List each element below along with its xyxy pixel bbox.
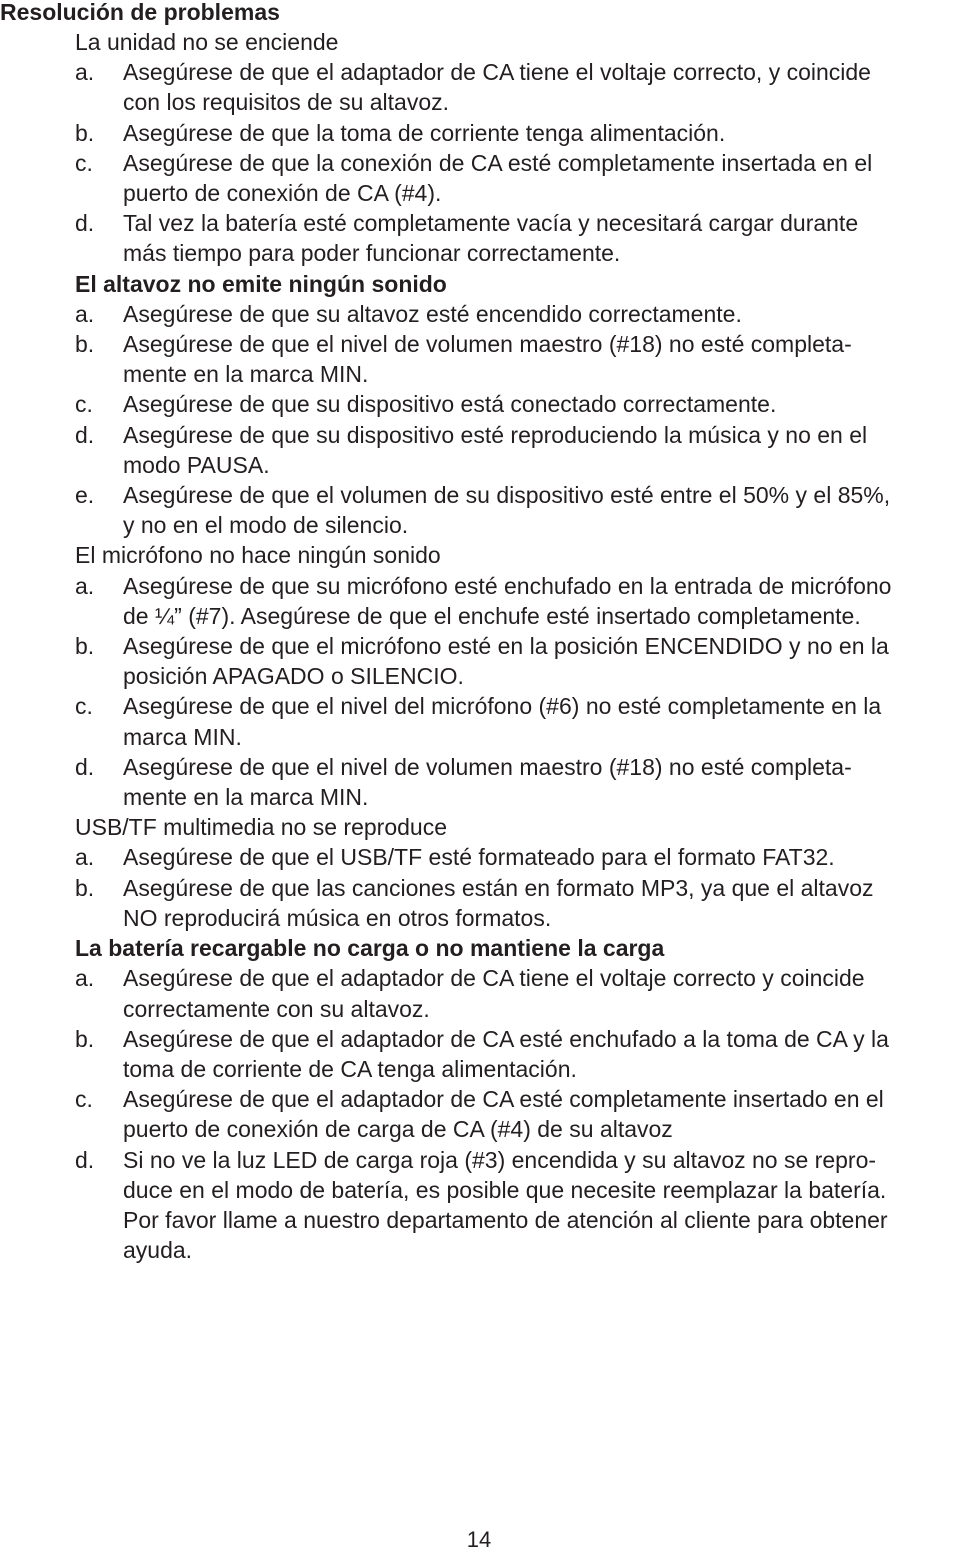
list-item (75, 480, 958, 540)
item-text-line: NO reproducirá música en otros formatos. (123, 904, 552, 931)
item-letter: c. (75, 693, 93, 720)
item-letter: d. (75, 753, 95, 780)
item-text-line: mente en la marca MIN. (123, 361, 369, 388)
page-title: Resolución de problemas (0, 0, 280, 25)
section-title: La unidad no se enciende (75, 29, 339, 55)
list-item (75, 842, 958, 872)
item-text-line: Asegúrese de que el adaptador de CA tiene el voltaje correcto, y coincide (123, 59, 871, 86)
troubleshooting-content (75, 27, 958, 1265)
list-item (75, 571, 958, 631)
item-letter: a. (75, 965, 95, 992)
item-text-line: Asegúrese de que el micrófono esté en la posición ENCENDIDO y no en la (123, 633, 889, 660)
list-item (75, 57, 958, 117)
item-text-line: Asegúrese de que el adaptador de CA esté enchufado a la toma de CA y la (123, 1025, 889, 1052)
list-item (75, 329, 958, 389)
list-item (75, 118, 958, 148)
item-letter: d. (75, 421, 95, 448)
item-letter: b. (75, 633, 95, 660)
section-title: El altavoz no emite ningún sonido (75, 270, 447, 297)
item-text-line: y no en el modo de silencio. (123, 512, 409, 539)
list-item (75, 420, 958, 480)
section-speaker-no-sound (75, 269, 958, 541)
item-letter: c. (75, 391, 93, 418)
item-text-line: Asegúrese de que las canciones están en formato MP3, ya que el altavoz (123, 874, 874, 901)
item-text-line: Asegúrese de que su micrófono esté enchufado en la entrada de micrófono (123, 572, 892, 599)
page-number: 14 (466, 1527, 492, 1552)
item-text-line: ayuda. (123, 1237, 193, 1264)
item-letter: b. (75, 1025, 95, 1052)
item-text-line: Asegúrese de que la conexión de CA esté completamente insertada en el (123, 149, 873, 176)
list-item (75, 963, 958, 1023)
section-title: La batería recargable no carga o no mantiene la carga (75, 935, 665, 962)
item-letter: a. (75, 300, 95, 327)
list-item (75, 752, 958, 812)
item-text-line: Asegúrese de que el volumen de su dispositivo esté entre el 50% y el 85%, (123, 482, 891, 509)
item-text-line: modo PAUSA. (123, 451, 270, 478)
item-text-line: de ¼” (#7). Asegúrese de que el enchufe esté insertado completamente. (123, 602, 861, 629)
item-letter: b. (75, 119, 95, 146)
list-item (75, 299, 958, 329)
item-text-line: correctamente con su altavoz. (123, 995, 430, 1022)
item-text-line: Por favor llame a nuestro departamento de atención al cliente para obtener (123, 1206, 888, 1233)
list-item (75, 208, 958, 268)
section-title: El micrófono no hace ningún sonido (75, 542, 441, 569)
list-item (75, 389, 958, 419)
item-text-line: Asegúrese de que su dispositivo está conectado correctamente. (123, 391, 777, 418)
item-text-line: Si no ve la luz LED de carga roja (#3) encendida y su altavoz no se repro- (123, 1146, 877, 1173)
list-item (75, 148, 958, 208)
section-microphone-no-sound (75, 540, 958, 812)
item-letter: c. (75, 1086, 93, 1113)
item-letter: a. (75, 844, 95, 871)
item-text-line: duce en el modo de batería, es posible que necesite reemplazar la batería. (123, 1176, 887, 1203)
item-letter: b. (75, 331, 95, 358)
item-text-line: con los requisitos de su altavoz. (123, 89, 450, 116)
item-letter: e. (75, 482, 95, 509)
item-text-line: toma de corriente de CA tenga alimentación. (123, 1055, 577, 1082)
item-text-line: posición APAGADO o SILENCIO. (123, 663, 464, 690)
item-text-line: puerto de conexión de carga de CA (#4) de su altavoz (123, 1116, 673, 1143)
list-item (75, 631, 958, 691)
item-letter: d. (75, 210, 95, 237)
list-item (75, 691, 958, 751)
section-unit-wont-power-on (75, 27, 958, 269)
section-title: USB/TF multimedia no se reproduce (75, 814, 447, 841)
item-text-line: Asegúrese de que el nivel de volumen maestro (#18) no esté completa- (123, 331, 852, 358)
item-text-line: más tiempo para poder funcionar correctamente. (123, 240, 621, 267)
item-text-line: Asegúrese de que el nivel de volumen maestro (#18) no esté completa- (123, 753, 852, 780)
item-text-line: marca MIN. (123, 723, 242, 750)
list-item (75, 873, 958, 933)
item-text-line: Asegúrese de que su dispositivo esté reproduciendo la música y no en el (123, 421, 868, 448)
item-text-line: mente en la marca MIN. (123, 784, 369, 811)
item-letter: d. (75, 1146, 95, 1173)
item-text-line: Asegúrese de que la toma de corriente tenga alimentación. (123, 119, 726, 146)
item-text-line: Asegúrese de que su altavoz esté encendido correctamente. (123, 300, 742, 327)
item-text-line: Asegúrese de que el adaptador de CA esté completamente insertado en el (123, 1086, 884, 1113)
item-text-line: Tal vez la batería esté completamente vacía y necesitará cargar durante (123, 210, 859, 237)
item-letter: a. (75, 572, 95, 599)
list-item (75, 1084, 958, 1144)
item-letter: c. (75, 149, 93, 176)
item-text-line: Asegúrese de que el nivel del micrófono (#6) no esté completamente en la (123, 693, 882, 720)
list-item (75, 1145, 958, 1266)
item-text-line: puerto de conexión de CA (#4). (123, 180, 442, 207)
item-text-line: Asegúrese de que el USB/TF esté formateado para el formato FAT32. (123, 844, 835, 871)
list-item (75, 1024, 958, 1084)
item-text-line: Asegúrese de que el adaptador de CA tiene el voltaje correcto y coincide (123, 965, 865, 992)
item-letter: b. (75, 874, 95, 901)
item-letter: a. (75, 59, 95, 86)
section-battery-not-charging (75, 933, 958, 1265)
section-usb-tf-not-playing (75, 812, 958, 933)
